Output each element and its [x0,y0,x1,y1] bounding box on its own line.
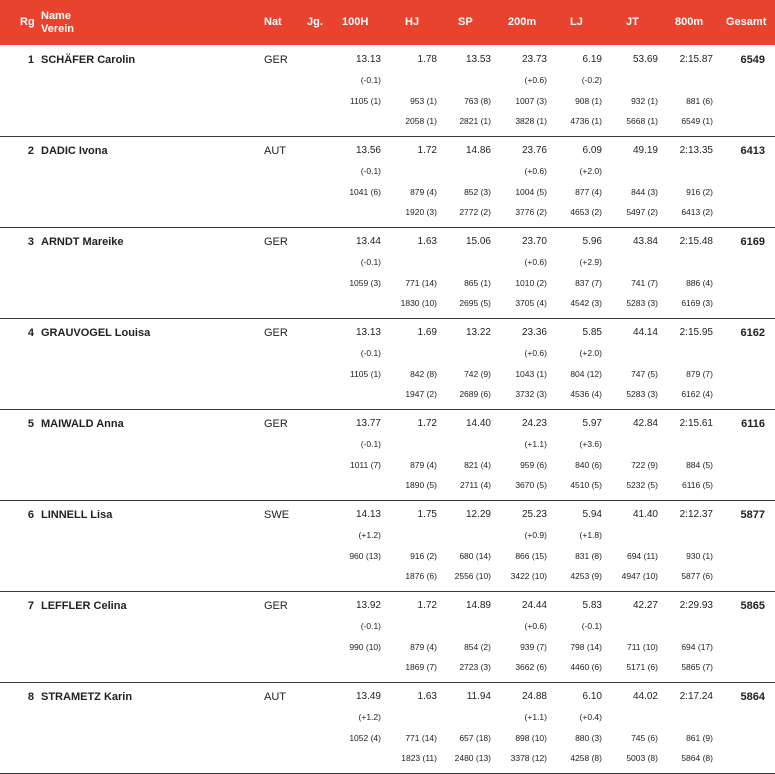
points-200m: 1043 (1) [515,369,547,379]
points-100h: 990 (10) [349,642,381,652]
points-sp: 763 (8) [464,96,491,106]
wind-lj: (-0.1) [581,621,602,631]
wind-100h: (-0.1) [360,257,381,267]
header-nat: Nat [264,16,282,28]
athlete-rank: 7 [27,600,34,612]
result-200m: 23.36 [521,327,547,338]
wind-100h: (-0.1) [360,75,381,85]
points-hj: 879 (4) [410,187,437,197]
wind-lj: (+1.8) [579,530,602,540]
result-lj: 5.96 [582,236,602,247]
result-100h: 13.13 [355,54,381,65]
points-sp: 821 (4) [464,460,491,470]
cumulative-hj: 1920 (3) [405,207,437,217]
result-jt: 44.14 [632,327,658,338]
athlete-nationality: AUT [264,691,286,703]
result-800m: 2:15.87 [679,54,713,65]
points-200m: 866 (15) [515,551,547,561]
result-100h: 14.13 [355,509,381,520]
cumulative-800m: 6169 (3) [681,298,713,308]
cumulative-lj: 4736 (1) [570,116,602,126]
header-event-hj: HJ [405,16,420,28]
athlete-rank: 3 [27,236,34,248]
result-200m: 24.88 [521,691,547,702]
points-100h: 960 (13) [349,551,381,561]
points-lj: 908 (1) [575,96,602,106]
points-800m: 879 (7) [686,369,713,379]
result-100h: 13.49 [355,691,381,702]
cumulative-jt: 5003 (8) [626,753,658,763]
athlete-row [0,45,775,137]
points-hj: 879 (4) [410,642,437,652]
athlete-name: STRAMETZ Karin [41,691,133,703]
points-100h: 1011 (7) [349,460,381,470]
athlete-total-points: 6116 [741,418,765,430]
result-hj: 1.72 [417,600,437,611]
results-table-header [0,0,775,45]
wind-200m: (+0.6) [524,257,547,267]
athlete-rank: 1 [27,54,34,66]
cumulative-lj: 4653 (2) [570,207,602,217]
points-lj: 840 (6) [575,460,602,470]
athlete-row [0,136,775,228]
cumulative-lj: 4542 (3) [570,298,602,308]
cumulative-sp: 2480 (13) [454,753,491,763]
result-800m: 2:15.95 [679,327,713,338]
athlete-total-points: 6549 [740,54,765,66]
cumulative-800m: 5865 (7) [681,662,713,672]
header-total: Gesamt [726,16,767,28]
cumulative-800m: 6549 (1) [681,116,713,126]
points-100h: 1105 (1) [349,96,381,106]
result-800m: 2:15.48 [679,236,713,247]
athlete-nationality: GER [264,54,288,66]
points-hj: 771 (14) [405,733,437,743]
cumulative-jt: 5497 (2) [626,207,658,217]
cumulative-jt: 4947 (10) [621,571,658,581]
athlete-name: LINNELL Lisa [41,509,113,521]
wind-200m: (+0.6) [524,348,547,358]
points-100h: 1052 (4) [349,733,381,743]
header-event-sp: SP [458,16,473,28]
cumulative-sp: 2821 (1) [459,116,491,126]
points-200m: 1004 (5) [515,187,547,197]
wind-100h: (+1.2) [358,712,381,722]
cumulative-200m: 3670 (5) [515,480,547,490]
result-jt: 53.69 [632,54,658,65]
cumulative-lj: 4258 (8) [570,753,602,763]
result-lj: 5.83 [582,600,602,611]
header-event-200m: 200m [508,16,537,28]
cumulative-hj: 1890 (5) [405,480,437,490]
cumulative-800m: 5877 (6) [681,571,713,581]
points-lj: 837 (7) [575,278,602,288]
points-hj: 916 (2) [410,551,437,561]
points-200m: 959 (6) [520,460,547,470]
athlete-name: LEFFLER Celina [41,600,127,612]
result-sp: 11.94 [466,691,491,702]
result-100h: 13.92 [355,600,381,611]
wind-200m: (+0.9) [524,530,547,540]
result-jt: 44.02 [632,691,658,702]
result-lj: 6.10 [582,691,602,702]
points-200m: 1010 (2) [515,278,547,288]
points-800m: 930 (1) [686,551,713,561]
athlete-rank: 2 [27,145,34,157]
cumulative-lj: 4460 (6) [570,662,602,672]
points-lj: 798 (14) [570,642,602,652]
wind-lj: (-0.2) [581,75,602,85]
points-200m: 939 (7) [520,642,547,652]
result-100h: 13.77 [355,418,381,429]
athlete-row [0,500,775,592]
cumulative-800m: 5864 (8) [681,753,713,763]
athlete-row [0,591,775,683]
athlete-nationality: GER [264,236,288,248]
points-800m: 881 (6) [686,96,713,106]
athlete-total-points: 6413 [740,145,765,157]
result-hj: 1.78 [417,54,437,65]
cumulative-200m: 3705 (4) [515,298,547,308]
cumulative-800m: 6162 (4) [681,389,713,399]
points-hj: 879 (4) [410,460,437,470]
result-hj: 1.72 [417,145,437,156]
result-lj: 6.09 [582,145,602,156]
cumulative-800m: 6413 (2) [681,207,713,217]
result-200m: 23.73 [521,54,547,65]
cumulative-lj: 4510 (5) [570,480,602,490]
points-sp: 854 (2) [464,642,491,652]
wind-200m: (+1.1) [524,712,547,722]
cumulative-sp: 2711 (4) [459,480,491,490]
result-jt: 43.84 [632,236,658,247]
cumulative-sp: 2689 (6) [459,389,491,399]
wind-100h: (-0.1) [360,348,381,358]
cumulative-hj: 1830 (10) [400,298,437,308]
points-jt: 741 (7) [631,278,658,288]
result-jt: 42.27 [632,600,658,611]
header-club: Verein [41,23,75,35]
athlete-name: ARNDT Mareike [41,236,124,248]
wind-100h: (-0.1) [360,439,381,449]
points-hj: 771 (14) [405,278,437,288]
result-800m: 2:17.24 [679,691,713,702]
athlete-total-points: 5865 [740,600,765,612]
athlete-rank: 4 [27,327,34,339]
athlete-row [0,318,775,410]
result-sp: 15.06 [465,236,491,247]
athlete-rank: 8 [27,691,34,703]
result-100h: 13.56 [355,145,381,156]
athlete-total-points: 5864 [740,691,765,703]
points-lj: 877 (4) [575,187,602,197]
wind-lj: (+2.0) [579,166,602,176]
cumulative-hj: 2058 (1) [405,116,437,126]
athlete-row [0,409,775,501]
points-jt: 932 (1) [631,96,658,106]
result-200m: 23.76 [521,145,547,156]
result-800m: 2:12.37 [679,509,713,520]
cumulative-200m: 3662 (6) [515,662,547,672]
cumulative-hj: 1869 (7) [405,662,437,672]
points-sp: 657 (18) [459,733,491,743]
cumulative-jt: 5171 (6) [626,662,658,672]
athlete-total-points: 6169 [740,236,765,248]
points-jt: 711 (10) [626,642,658,652]
result-hj: 1.75 [417,509,437,520]
result-200m: 23.70 [521,236,547,247]
points-sp: 865 (1) [464,278,491,288]
athlete-total-points: 6162 [740,327,765,339]
header-event-100h: 100H [342,16,369,28]
result-jt: 41.40 [632,509,658,520]
result-800m: 2:29.93 [679,600,713,611]
points-200m: 1007 (3) [515,96,547,106]
athlete-nationality: GER [264,600,288,612]
result-200m: 24.44 [521,600,547,611]
points-sp: 742 (9) [464,369,491,379]
header-rank: Rg [20,16,35,28]
result-sp: 13.22 [465,327,491,338]
cumulative-sp: 2723 (3) [459,662,491,672]
athlete-name: DADIC Ivona [41,145,108,157]
result-lj: 5.94 [582,509,602,520]
result-hj: 1.63 [417,691,437,702]
points-lj: 880 (3) [575,733,602,743]
points-jt: 722 (9) [631,460,658,470]
wind-200m: (+0.6) [524,166,547,176]
result-800m: 2:15.61 [679,418,713,429]
athlete-nationality: GER [264,327,288,339]
points-sp: 680 (14) [459,551,491,561]
athlete-nationality: GER [264,418,288,430]
cumulative-200m: 3828 (1) [515,116,547,126]
points-800m: 916 (2) [686,187,713,197]
result-sp: 14.86 [465,145,491,156]
cumulative-jt: 5283 (3) [626,298,658,308]
result-jt: 42.84 [632,418,658,429]
points-jt: 747 (5) [631,369,658,379]
athlete-row [0,682,775,774]
athlete-rank: 6 [27,509,34,521]
header-event-lj: LJ [570,16,583,28]
cumulative-jt: 5232 (5) [626,480,658,490]
wind-lj: (+2.0) [579,348,602,358]
points-800m: 884 (5) [686,460,713,470]
wind-100h: (-0.1) [360,166,381,176]
wind-200m: (+0.6) [524,75,547,85]
points-hj: 842 (8) [410,369,437,379]
result-jt: 49.19 [632,145,658,156]
athlete-rank: 5 [27,418,34,430]
cumulative-sp: 2556 (10) [454,571,491,581]
header-name: Name [41,10,71,22]
points-800m: 694 (17) [681,642,713,652]
wind-200m: (+1.1) [524,439,547,449]
wind-100h: (-0.1) [360,621,381,631]
result-lj: 6.19 [582,54,602,65]
cumulative-hj: 1876 (6) [405,571,437,581]
cumulative-lj: 4536 (4) [570,389,602,399]
result-hj: 1.69 [417,327,437,338]
athlete-total-points: 5877 [740,509,765,521]
cumulative-hj: 1823 (11) [401,753,437,763]
result-200m: 25.23 [521,509,547,520]
result-hj: 1.63 [417,236,437,247]
result-sp: 13.53 [465,54,491,65]
wind-200m: (+0.6) [524,621,547,631]
result-100h: 13.13 [355,327,381,338]
athlete-name: SCHÄFER Carolin [41,54,136,66]
result-sp: 12.29 [465,509,491,520]
cumulative-200m: 3378 (12) [510,753,547,763]
points-800m: 861 (9) [686,733,713,743]
cumulative-sp: 2772 (2) [459,207,491,217]
athlete-row [0,227,775,319]
athlete-nationality: AUT [264,145,286,157]
result-sp: 14.40 [465,418,491,429]
wind-lj: (+2.9) [579,257,602,267]
result-100h: 13.44 [355,236,381,247]
cumulative-hj: 1947 (2) [405,389,437,399]
result-hj: 1.72 [417,418,437,429]
points-800m: 886 (4) [686,278,713,288]
wind-lj: (+0.4) [579,712,602,722]
result-200m: 24.23 [521,418,547,429]
points-100h: 1059 (3) [349,278,381,288]
cumulative-jt: 5668 (1) [626,116,658,126]
header-year: Jg. [307,16,323,28]
result-sp: 14.89 [465,600,491,611]
points-lj: 804 (12) [570,369,602,379]
cumulative-800m: 6116 (5) [681,480,713,490]
points-sp: 852 (3) [464,187,491,197]
points-100h: 1041 (6) [349,187,381,197]
result-lj: 5.85 [582,327,602,338]
result-800m: 2:13.35 [679,145,713,156]
wind-lj: (+3.6) [579,439,602,449]
points-hj: 953 (1) [410,96,437,106]
cumulative-200m: 3732 (3) [515,389,547,399]
athlete-name: GRAUVOGEL Louisa [41,327,151,339]
cumulative-sp: 2695 (5) [459,298,491,308]
header-event-jt: JT [626,16,639,28]
points-100h: 1105 (1) [349,369,381,379]
cumulative-jt: 5283 (3) [626,389,658,399]
points-200m: 898 (10) [515,733,547,743]
athlete-nationality: SWE [264,509,290,521]
wind-100h: (+1.2) [358,530,381,540]
cumulative-200m: 3422 (10) [510,571,547,581]
result-lj: 5.97 [582,418,602,429]
athlete-name: MAIWALD Anna [41,418,124,430]
points-jt: 694 (11) [626,551,658,561]
header-event-800m: 800m [675,16,704,28]
points-jt: 745 (6) [631,733,658,743]
points-jt: 844 (3) [631,187,658,197]
cumulative-lj: 4253 (9) [570,571,602,581]
points-lj: 831 (8) [575,551,602,561]
cumulative-200m: 3776 (2) [515,207,547,217]
